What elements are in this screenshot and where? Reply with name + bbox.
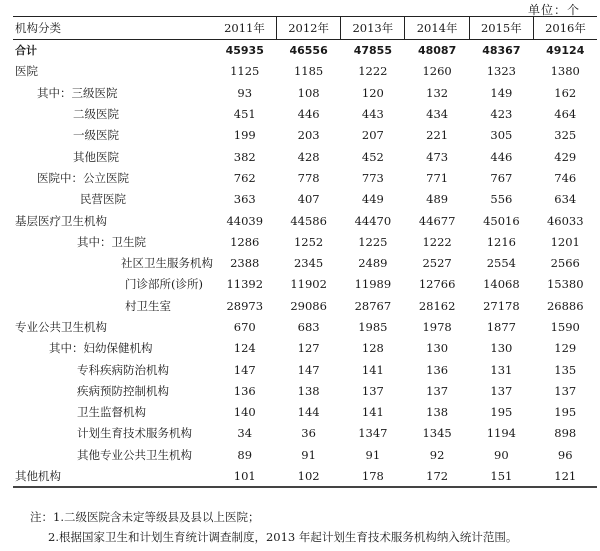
cell-value: 46033 bbox=[546, 213, 584, 228]
year-header-2015: 2015年 bbox=[469, 17, 533, 40]
cell-value: 203 bbox=[297, 128, 320, 143]
cell-value: 746 bbox=[554, 170, 577, 185]
cell-value: 489 bbox=[426, 192, 449, 207]
cell-value: 1323 bbox=[486, 64, 516, 79]
cell-value: 683 bbox=[297, 320, 320, 334]
cell-value: 1345 bbox=[422, 426, 452, 441]
cell-value: 1216 bbox=[486, 234, 516, 249]
row-label: 计划生育技术服务机构 bbox=[77, 426, 192, 441]
row-label: 其中：妇幼保健机构 bbox=[49, 341, 153, 356]
row-label: 门诊部所(诊所) bbox=[125, 277, 203, 292]
cell-value: 47855 bbox=[353, 43, 392, 57]
table-row bbox=[13, 465, 597, 486]
table-row bbox=[13, 274, 597, 295]
cell-value: 136 bbox=[233, 383, 256, 398]
cell-value: 91 bbox=[301, 447, 316, 462]
cell-value: 1252 bbox=[293, 234, 324, 249]
cell-value: 26886 bbox=[546, 298, 584, 313]
row-label: 一级医院 bbox=[73, 128, 119, 143]
cell-value: 132 bbox=[426, 85, 449, 100]
cell-value: 1194 bbox=[486, 426, 516, 441]
cell-value: 137 bbox=[554, 383, 577, 398]
cell-value: 137 bbox=[361, 383, 384, 398]
table-row bbox=[13, 444, 597, 465]
cell-value: 144 bbox=[297, 405, 320, 420]
cell-value: 1260 bbox=[422, 64, 452, 79]
cell-value: 28162 bbox=[418, 298, 456, 313]
row-label: 其他专业公共卫生机构 bbox=[77, 447, 192, 462]
table-row bbox=[13, 380, 597, 401]
table-row bbox=[13, 146, 597, 167]
row-label: 其他医院 bbox=[73, 149, 119, 164]
cell-value: 44586 bbox=[290, 213, 327, 228]
cell-value: 147 bbox=[297, 362, 320, 377]
cell-value: 773 bbox=[361, 170, 384, 185]
cell-value: 762 bbox=[233, 170, 256, 185]
cell-value: 407 bbox=[297, 192, 320, 207]
table-row bbox=[13, 40, 597, 61]
cell-value: 11392 bbox=[226, 277, 264, 292]
cell-value: 27178 bbox=[483, 298, 520, 313]
cell-value: 1125 bbox=[230, 64, 260, 79]
cell-value: 767 bbox=[490, 170, 513, 185]
cell-value: 2566 bbox=[550, 256, 580, 271]
year-header-2011: 2011年 bbox=[213, 17, 276, 40]
cell-value: 36 bbox=[301, 426, 316, 441]
cell-value: 325 bbox=[554, 128, 577, 143]
cell-value: 2388 bbox=[230, 256, 260, 271]
cell-value: 29086 bbox=[290, 298, 327, 313]
cell-value: 221 bbox=[426, 128, 449, 143]
cell-value: 473 bbox=[426, 149, 449, 164]
cell-value: 1185 bbox=[293, 64, 324, 79]
row-label: 专科疾病防治机构 bbox=[77, 362, 169, 377]
row-label: 医院 bbox=[15, 64, 38, 79]
cell-value: 91 bbox=[365, 447, 381, 462]
cell-value: 93 bbox=[237, 85, 253, 100]
cell-value: 464 bbox=[554, 107, 577, 122]
table-row bbox=[13, 103, 597, 124]
row-label: 社区卫生服务机构 bbox=[121, 256, 213, 271]
table-row bbox=[13, 338, 597, 359]
cell-value: 138 bbox=[297, 383, 320, 398]
table-row bbox=[13, 125, 597, 146]
cell-value: 452 bbox=[361, 149, 384, 164]
table-body bbox=[13, 40, 597, 487]
table-row bbox=[13, 295, 597, 316]
cell-value: 149 bbox=[490, 85, 513, 100]
cell-value: 92 bbox=[429, 447, 445, 462]
cell-value: 28767 bbox=[354, 298, 392, 313]
row-label: 其中：卫生院 bbox=[77, 234, 146, 249]
row-label: 基层医疗卫生机构 bbox=[15, 213, 107, 228]
cell-value: 11989 bbox=[354, 277, 392, 292]
cell-value: 127 bbox=[297, 341, 320, 356]
table-row bbox=[13, 252, 597, 273]
cell-value: 1978 bbox=[422, 320, 452, 334]
cell-value: 102 bbox=[276, 465, 340, 486]
year-header-2013: 2013年 bbox=[341, 17, 405, 40]
cell-value: 129 bbox=[554, 341, 577, 356]
cell-value: 428 bbox=[297, 149, 320, 164]
cell-value: 90 bbox=[494, 447, 509, 462]
cell-value: 140 bbox=[233, 405, 256, 420]
cell-value: 120 bbox=[361, 85, 384, 100]
cell-value: 11902 bbox=[290, 277, 327, 292]
cell-value: 423 bbox=[490, 107, 513, 122]
table-row bbox=[13, 210, 597, 231]
cell-value: 46556 bbox=[289, 43, 328, 57]
cell-value: 162 bbox=[554, 85, 577, 100]
row-label: 疾病预防控制机构 bbox=[77, 383, 169, 398]
cell-value: 207 bbox=[361, 128, 384, 143]
cell-value: 15380 bbox=[546, 277, 584, 292]
cell-value: 199 bbox=[233, 128, 256, 143]
cell-value: 1222 bbox=[422, 234, 452, 249]
table-row bbox=[13, 402, 597, 423]
table-row bbox=[13, 316, 597, 337]
table-row bbox=[13, 61, 597, 82]
cell-value: 44039 bbox=[226, 213, 264, 228]
cell-value: 1985 bbox=[358, 320, 388, 334]
year-header-2016: 2016年 bbox=[533, 17, 597, 40]
cell-value: 45935 bbox=[225, 43, 264, 57]
cell-value: 48087 bbox=[417, 43, 457, 57]
cell-value: 2554 bbox=[486, 256, 516, 271]
cell-value: 147 bbox=[233, 362, 256, 377]
cell-value: 1201 bbox=[550, 234, 580, 249]
table-row bbox=[13, 82, 597, 103]
row-label: 村卫生室 bbox=[125, 298, 171, 313]
cell-value: 172 bbox=[405, 465, 469, 486]
table-row bbox=[13, 167, 597, 188]
row-label: 卫生监督机构 bbox=[77, 405, 146, 420]
row-label: 合计 bbox=[15, 44, 37, 58]
cell-value: 34 bbox=[237, 426, 253, 441]
cell-value: 898 bbox=[554, 426, 577, 441]
cell-value: 556 bbox=[490, 192, 513, 207]
row-label: 二级医院 bbox=[73, 107, 119, 122]
cell-value: 138 bbox=[426, 405, 449, 420]
cell-value: 2527 bbox=[422, 256, 452, 271]
unit-label: 单位：个 bbox=[527, 3, 580, 17]
cell-value: 44677 bbox=[418, 213, 456, 228]
cell-value: 14068 bbox=[483, 277, 520, 292]
cell-value: 2345 bbox=[293, 256, 324, 271]
header-row bbox=[13, 17, 597, 40]
cell-value: 1877 bbox=[486, 320, 516, 334]
cell-value: 195 bbox=[554, 405, 577, 420]
category-header: 机构分类 bbox=[13, 17, 213, 40]
cell-value: 135 bbox=[554, 362, 577, 377]
cell-value: 49124 bbox=[546, 43, 585, 57]
cell-value: 429 bbox=[554, 149, 577, 164]
cell-value: 1286 bbox=[230, 234, 260, 249]
row-label: 其他机构 bbox=[13, 465, 213, 486]
cell-value: 634 bbox=[554, 192, 577, 207]
cell-value: 131 bbox=[490, 362, 513, 377]
cell-value: 151 bbox=[469, 465, 533, 486]
cell-value: 178 bbox=[341, 465, 405, 486]
cell-value: 137 bbox=[426, 383, 449, 398]
row-label: 专业公共卫生机构 bbox=[15, 320, 107, 334]
cell-value: 382 bbox=[233, 149, 256, 164]
cell-value: 136 bbox=[426, 362, 449, 377]
cell-value: 305 bbox=[490, 128, 513, 143]
cell-value: 449 bbox=[361, 192, 384, 207]
cell-value: 89 bbox=[237, 447, 253, 462]
cell-value: 128 bbox=[361, 341, 384, 356]
table-row bbox=[13, 231, 597, 252]
cell-value: 96 bbox=[557, 447, 573, 462]
cell-value: 45016 bbox=[483, 213, 520, 228]
cell-value: 443 bbox=[361, 107, 384, 122]
cell-value: 130 bbox=[490, 341, 513, 356]
cell-value: 2489 bbox=[358, 256, 388, 271]
table-row bbox=[13, 423, 597, 444]
cell-value: 12766 bbox=[418, 277, 456, 292]
cell-value: 446 bbox=[490, 149, 513, 164]
cell-value: 363 bbox=[233, 192, 256, 207]
footnote-1: 注：1.二级医院含未定等级县及县以上医院； bbox=[30, 510, 260, 524]
cell-value: 195 bbox=[490, 405, 513, 420]
table-row bbox=[13, 359, 597, 380]
institutions-table bbox=[13, 16, 597, 488]
cell-value: 141 bbox=[361, 405, 384, 420]
cell-value: 451 bbox=[233, 107, 256, 122]
cell-value: 137 bbox=[490, 383, 513, 398]
cell-value: 771 bbox=[426, 170, 449, 185]
year-header-2014: 2014年 bbox=[405, 17, 469, 40]
row-label: 其中：三级医院 bbox=[37, 85, 118, 100]
cell-value: 44470 bbox=[354, 213, 392, 228]
cell-value: 48367 bbox=[482, 43, 521, 57]
cell-value: 101 bbox=[213, 465, 276, 486]
footnote-2: 2.根据国家卫生和计划生育统计调查制度，2013 年起计划生育技术服务机构纳入统计范围。 bbox=[48, 530, 518, 544]
year-header-2012: 2012年 bbox=[276, 17, 340, 40]
cell-value: 1225 bbox=[358, 234, 388, 249]
row-label: 医院中：公立医院 bbox=[37, 170, 129, 185]
cell-value: 124 bbox=[233, 341, 256, 356]
footnotes bbox=[30, 507, 517, 547]
cell-value: 108 bbox=[297, 85, 320, 100]
cell-value: 1222 bbox=[358, 64, 388, 79]
cell-value: 1590 bbox=[550, 320, 580, 334]
cell-value: 446 bbox=[297, 107, 320, 122]
cell-value: 28973 bbox=[226, 298, 264, 313]
table-row bbox=[13, 189, 597, 210]
cell-value: 434 bbox=[426, 107, 449, 122]
cell-value: 1380 bbox=[550, 64, 580, 79]
cell-value: 778 bbox=[297, 170, 320, 185]
cell-value: 1347 bbox=[358, 426, 388, 441]
cell-value: 121 bbox=[533, 465, 597, 486]
row-label: 民营医院 bbox=[80, 192, 126, 207]
cell-value: 141 bbox=[361, 362, 384, 377]
cell-value: 130 bbox=[426, 341, 449, 356]
cell-value: 670 bbox=[233, 320, 256, 334]
